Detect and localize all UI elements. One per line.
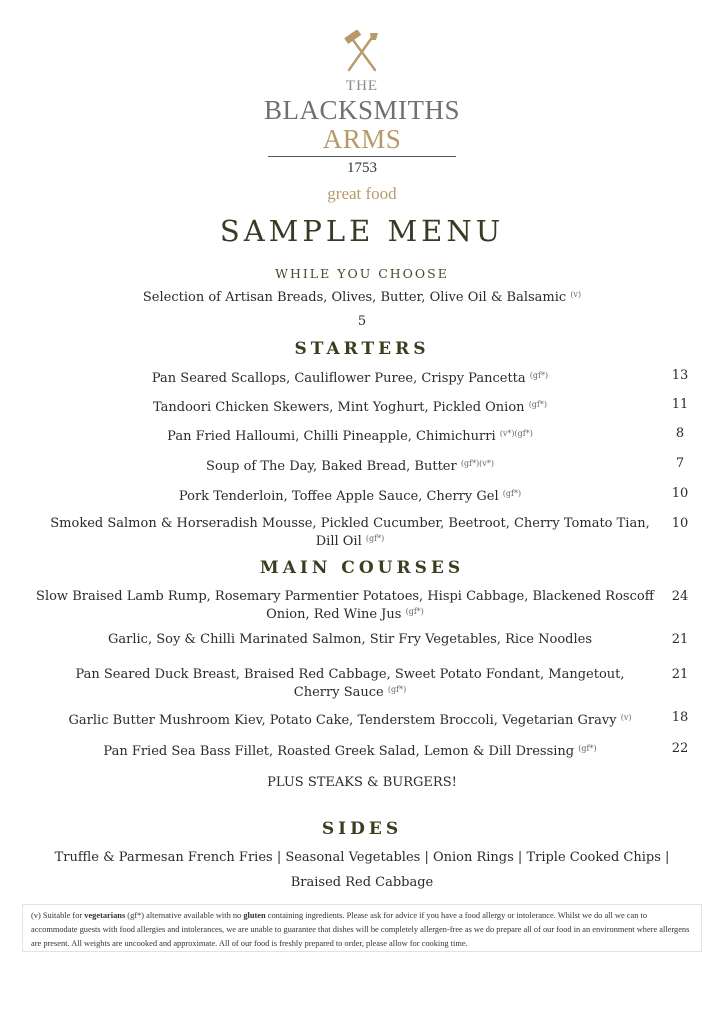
item-name: Tandoori Chicken Skewers, Mint Yoghurt, Pickled Onion bbox=[152, 400, 525, 415]
menu-item bbox=[40, 368, 660, 386]
item-name: Slow Braised Lamb Rump, Rosemary Parmentier Potatoes, Hispi Cabbage, Blackened Roscoff bbox=[36, 589, 654, 604]
item-name: Smoked Salmon & Horseradish Mousse, Pickled Cucumber, Beetroot, Cherry Tomato Tian, bbox=[50, 516, 650, 531]
item-price: 10 bbox=[671, 486, 689, 501]
menu-item bbox=[40, 456, 660, 474]
crossed-tools-icon bbox=[343, 30, 381, 74]
footnote-gluten: gluten bbox=[243, 911, 266, 920]
logo-divider bbox=[268, 156, 456, 157]
item-price: 7 bbox=[675, 456, 685, 471]
item-name-cont: Dill Oil bbox=[315, 534, 362, 549]
footnote-vegetarians: vegetarians bbox=[84, 911, 126, 920]
starters-heading: STARTERS bbox=[294, 339, 430, 359]
item-price: 24 bbox=[671, 589, 689, 604]
while-you-choose-heading: WHILE YOU CHOOSE bbox=[275, 266, 449, 281]
logo-tagline: great food bbox=[327, 184, 397, 203]
logo-the: THE bbox=[345, 78, 379, 94]
allergen-footnote bbox=[22, 904, 702, 952]
page-title: SAMPLE MENU bbox=[219, 214, 505, 248]
item-name-cont: Onion, Red Wine Jus bbox=[266, 607, 402, 622]
item-name: Pan Seared Scallops, Cauliflower Puree, Crispy Pancetta bbox=[151, 371, 526, 386]
logo-arms: ARMS bbox=[322, 124, 402, 154]
item-price: 8 bbox=[675, 426, 685, 441]
menu-item bbox=[40, 397, 660, 415]
sides-line-2: Braised Red Cabbage bbox=[290, 875, 434, 890]
menu-item bbox=[40, 632, 660, 647]
item-tag: (v) bbox=[620, 713, 632, 722]
item-tag: (gf*)(v*) bbox=[460, 459, 494, 468]
menu-item bbox=[40, 426, 660, 444]
bread-item bbox=[0, 290, 724, 305]
menu-item bbox=[40, 741, 660, 759]
footnote-text: (v) Suitable for bbox=[31, 911, 85, 920]
sides-line-1: Truffle & Parmesan French Fries | Seasonal Vegetables | Onion Rings | Triple Cooked Chips | bbox=[54, 850, 670, 865]
logo-blacksmiths: BLACKSMITHS bbox=[263, 95, 461, 125]
item-tag: (gf*) bbox=[365, 534, 385, 543]
item-name: Garlic, Soy & Chilli Marinated Salmon, Stir Fry Vegetables, Rice Noodles bbox=[108, 632, 592, 647]
menu-item bbox=[40, 667, 660, 700]
menu-item bbox=[30, 589, 660, 622]
main-courses-heading: MAIN COURSES bbox=[259, 558, 465, 578]
menu-item bbox=[40, 710, 660, 728]
item-tag: (v*)(gf*) bbox=[499, 429, 533, 438]
item-name: Garlic Butter Mushroom Kiev, Potato Cake, Tenderstem Broccoli, Vegetarian Gravy bbox=[68, 713, 617, 728]
footnote-text: containing ingredients. Please ask for advice if you have a food allergy or intolerance. Whilst we do all we can to accommodate guests with food allergies and intolerances, we are unable to guarantee that dishes will be completely allergen-free as we do prepare all of our food in an environment where allergens are present. All weights are uncooked and approximate. All of our food is freshly prepared to order, please allow for cooking time. bbox=[31, 911, 690, 948]
item-tag: (gf*) bbox=[387, 685, 407, 694]
menu-item bbox=[40, 486, 660, 504]
item-name: Pan Fried Halloumi, Chilli Pineapple, Chimichurri bbox=[167, 429, 496, 444]
item-tag: (gf*) bbox=[502, 489, 522, 498]
bread-item-tag: (v) bbox=[570, 290, 582, 299]
item-tag: (gf*) bbox=[405, 607, 424, 616]
menu-item bbox=[40, 516, 660, 549]
item-price: 13 bbox=[671, 368, 689, 383]
item-name: Pork Tenderloin, Toffee Apple Sauce, Cherry Gel bbox=[178, 489, 499, 504]
item-price: 22 bbox=[671, 741, 689, 756]
item-price: 18 bbox=[671, 710, 689, 725]
item-tag: (gf*) bbox=[528, 400, 548, 409]
bread-item-name: Selection of Artisan Breads, Olives, Butter, Olive Oil & Balsamic bbox=[142, 290, 567, 305]
item-name: Soup of The Day, Baked Bread, Butter bbox=[206, 459, 457, 474]
item-name: Pan Seared Duck Breast, Braised Red Cabbage, Sweet Potato Fondant, Mangetout, bbox=[75, 667, 625, 682]
bread-item-price: 5 bbox=[357, 314, 367, 329]
sides-heading: SIDES bbox=[321, 819, 403, 839]
item-price: 21 bbox=[671, 632, 689, 647]
logo-year: 1753 bbox=[347, 160, 377, 176]
item-tag: (gf*) bbox=[529, 371, 549, 380]
item-tag: (gf*) bbox=[578, 744, 597, 753]
steaks-burgers-note: PLUS STEAKS & BURGERS! bbox=[267, 775, 457, 790]
item-price: 11 bbox=[671, 397, 689, 412]
footnote-text: (gf*) alternative available with no bbox=[125, 911, 244, 920]
item-name-cont: Cherry Sauce bbox=[293, 685, 384, 700]
item-price: 21 bbox=[671, 667, 689, 682]
item-name: Pan Fried Sea Bass Fillet, Roasted Greek Salad, Lemon & Dill Dressing bbox=[103, 744, 575, 759]
item-price: 10 bbox=[671, 516, 689, 531]
